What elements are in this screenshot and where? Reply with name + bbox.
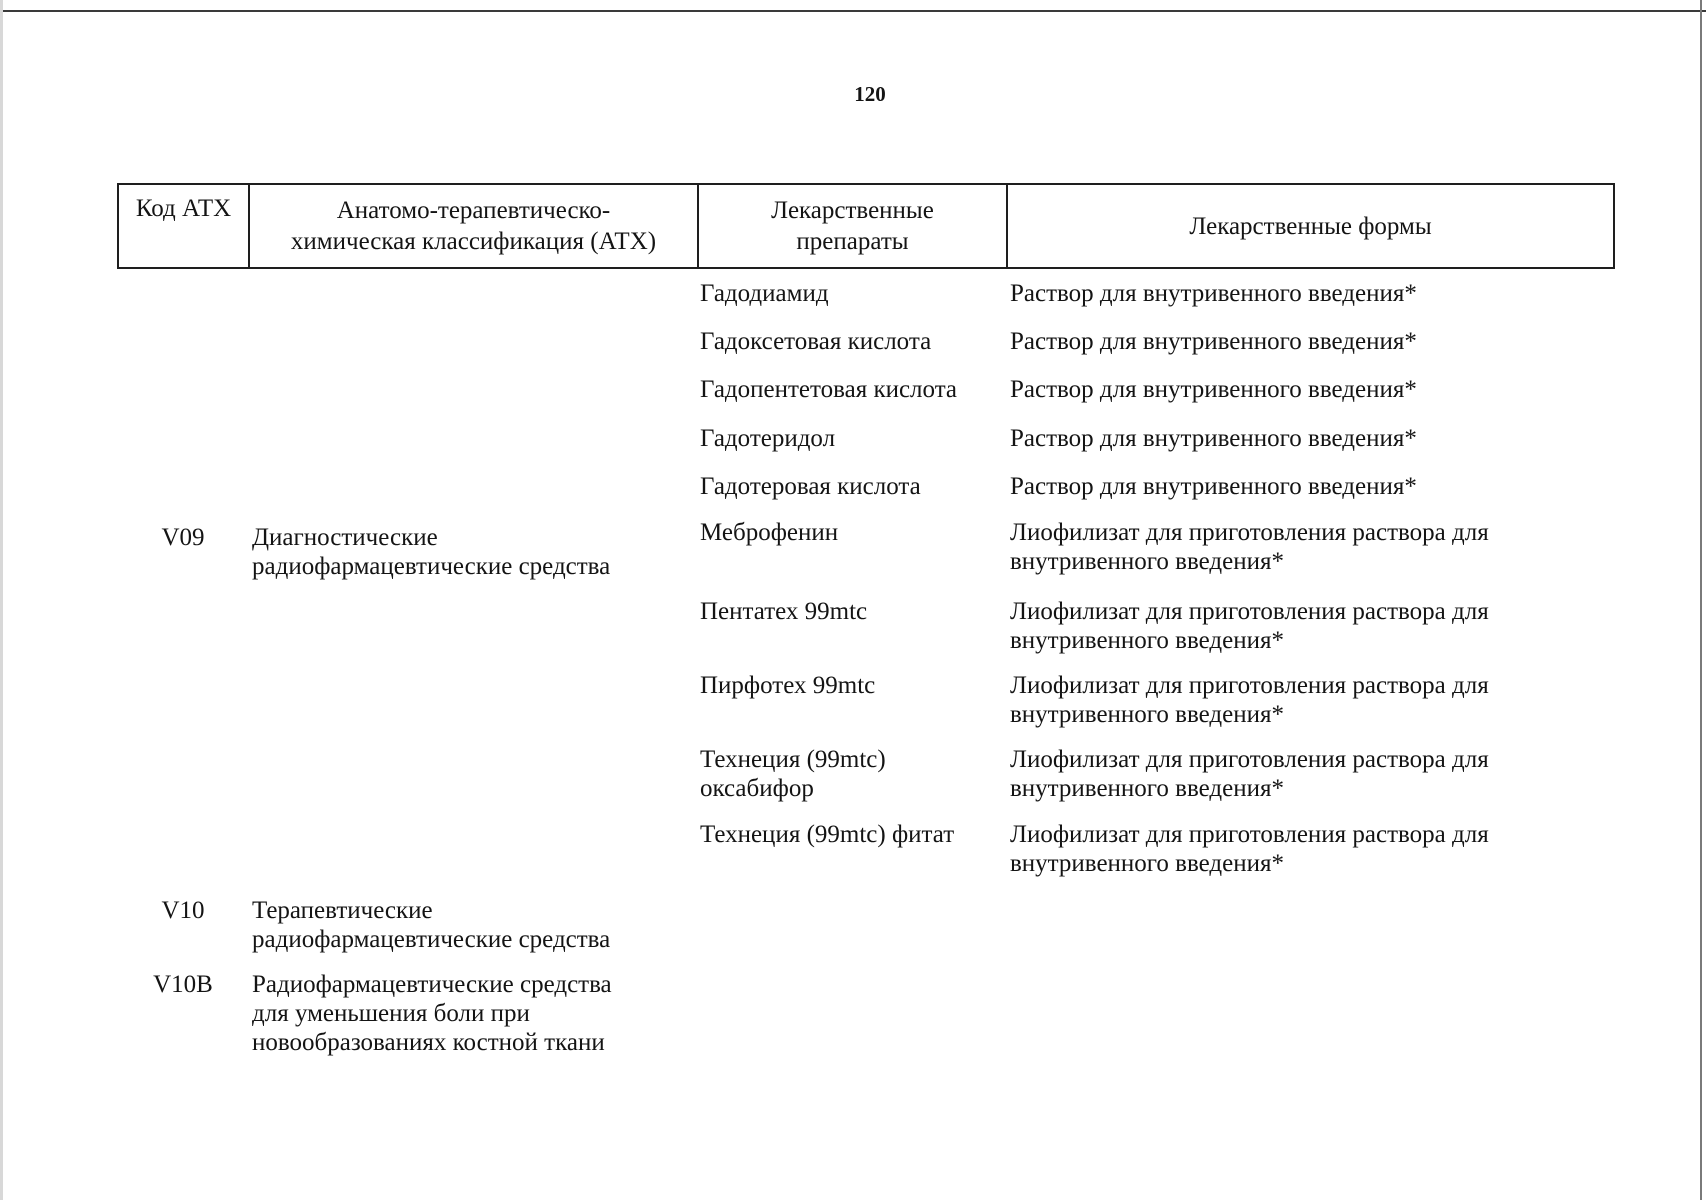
classification-name: Радиофармацевтические средства xyxy=(252,971,612,998)
dosage-form: Раствор для внутривенного введения* xyxy=(1010,328,1417,355)
atc-code: V09 xyxy=(161,524,205,551)
table-header xyxy=(117,183,1615,269)
header-classification xyxy=(250,185,699,267)
header-drugs xyxy=(699,185,1008,267)
classification-name: новообразованиях костной ткани xyxy=(252,1029,605,1056)
header-forms-label: Лекарственные формы xyxy=(1189,212,1432,240)
atc-code: V10B xyxy=(153,971,213,998)
dosage-form: Раствор для внутривенного введения* xyxy=(1010,376,1417,403)
drug-name: Технеция (99mtc) xyxy=(700,746,886,773)
classification-name: Диагностические xyxy=(252,524,438,551)
drug-name: Пентатех 99mtc xyxy=(700,598,868,625)
scan-edge-right xyxy=(1700,0,1702,1200)
classification-name: радиофармацевтические средства xyxy=(252,926,611,953)
dosage-form: внутривенного введения* xyxy=(1010,850,1284,877)
drug-name: Гадопентетовая кислота xyxy=(700,376,958,403)
drug-name: Гадоксетовая кислота xyxy=(700,328,932,355)
dosage-form: Раствор для внутривенного введения* xyxy=(1010,425,1417,452)
drug-name: Технеция (99mtc) фитат xyxy=(700,821,955,848)
header-classification-line: Анатомо-терапевтическо- xyxy=(336,197,611,224)
scan-edge-left xyxy=(0,0,3,1200)
header-drugs-line: препараты xyxy=(796,228,909,255)
dosage-form: внутривенного введения* xyxy=(1010,627,1284,654)
dosage-form: внутривенного введения* xyxy=(1010,701,1284,728)
dosage-form: Раствор для внутривенного введения* xyxy=(1010,280,1417,307)
drug-name: Гадотеридол xyxy=(700,425,836,452)
classification-name: для уменьшения боли при xyxy=(252,1000,530,1027)
dosage-form: внутривенного введения* xyxy=(1010,548,1284,575)
classification-name: радиофармацевтические средства xyxy=(252,553,611,580)
header-drugs-line: Лекарственные xyxy=(771,197,934,224)
header-code-label: Код АТХ xyxy=(135,195,232,222)
classification-name: Терапевтические xyxy=(252,897,433,924)
dosage-form: Лиофилизат для приготовления раствора для xyxy=(1010,672,1489,699)
dosage-form: Раствор для внутривенного введения* xyxy=(1010,473,1417,500)
drug-name: Меброфенин xyxy=(700,519,839,546)
page-number: 120 xyxy=(854,82,886,106)
header-classification-line: химическая классификация (АТХ) xyxy=(290,228,657,255)
atc-code: V10 xyxy=(161,897,205,924)
drug-name: Гадодиамид xyxy=(700,280,829,307)
drug-name: Пирфотех 99mtc xyxy=(700,672,876,699)
dosage-form: Лиофилизат для приготовления раствора для xyxy=(1010,746,1489,773)
dosage-form: Лиофилизат для приготовления раствора для xyxy=(1010,519,1489,546)
header-forms xyxy=(1008,185,1613,267)
header-code xyxy=(119,185,250,267)
dosage-form: внутривенного введения* xyxy=(1010,775,1284,802)
dosage-form: Лиофилизат для приготовления раствора для xyxy=(1010,821,1489,848)
scan-edge-top xyxy=(0,10,1706,12)
drug-name: Гадотеровая кислота xyxy=(700,473,921,500)
dosage-form: Лиофилизат для приготовления раствора для xyxy=(1010,598,1489,625)
drug-name: оксабифор xyxy=(700,775,814,802)
